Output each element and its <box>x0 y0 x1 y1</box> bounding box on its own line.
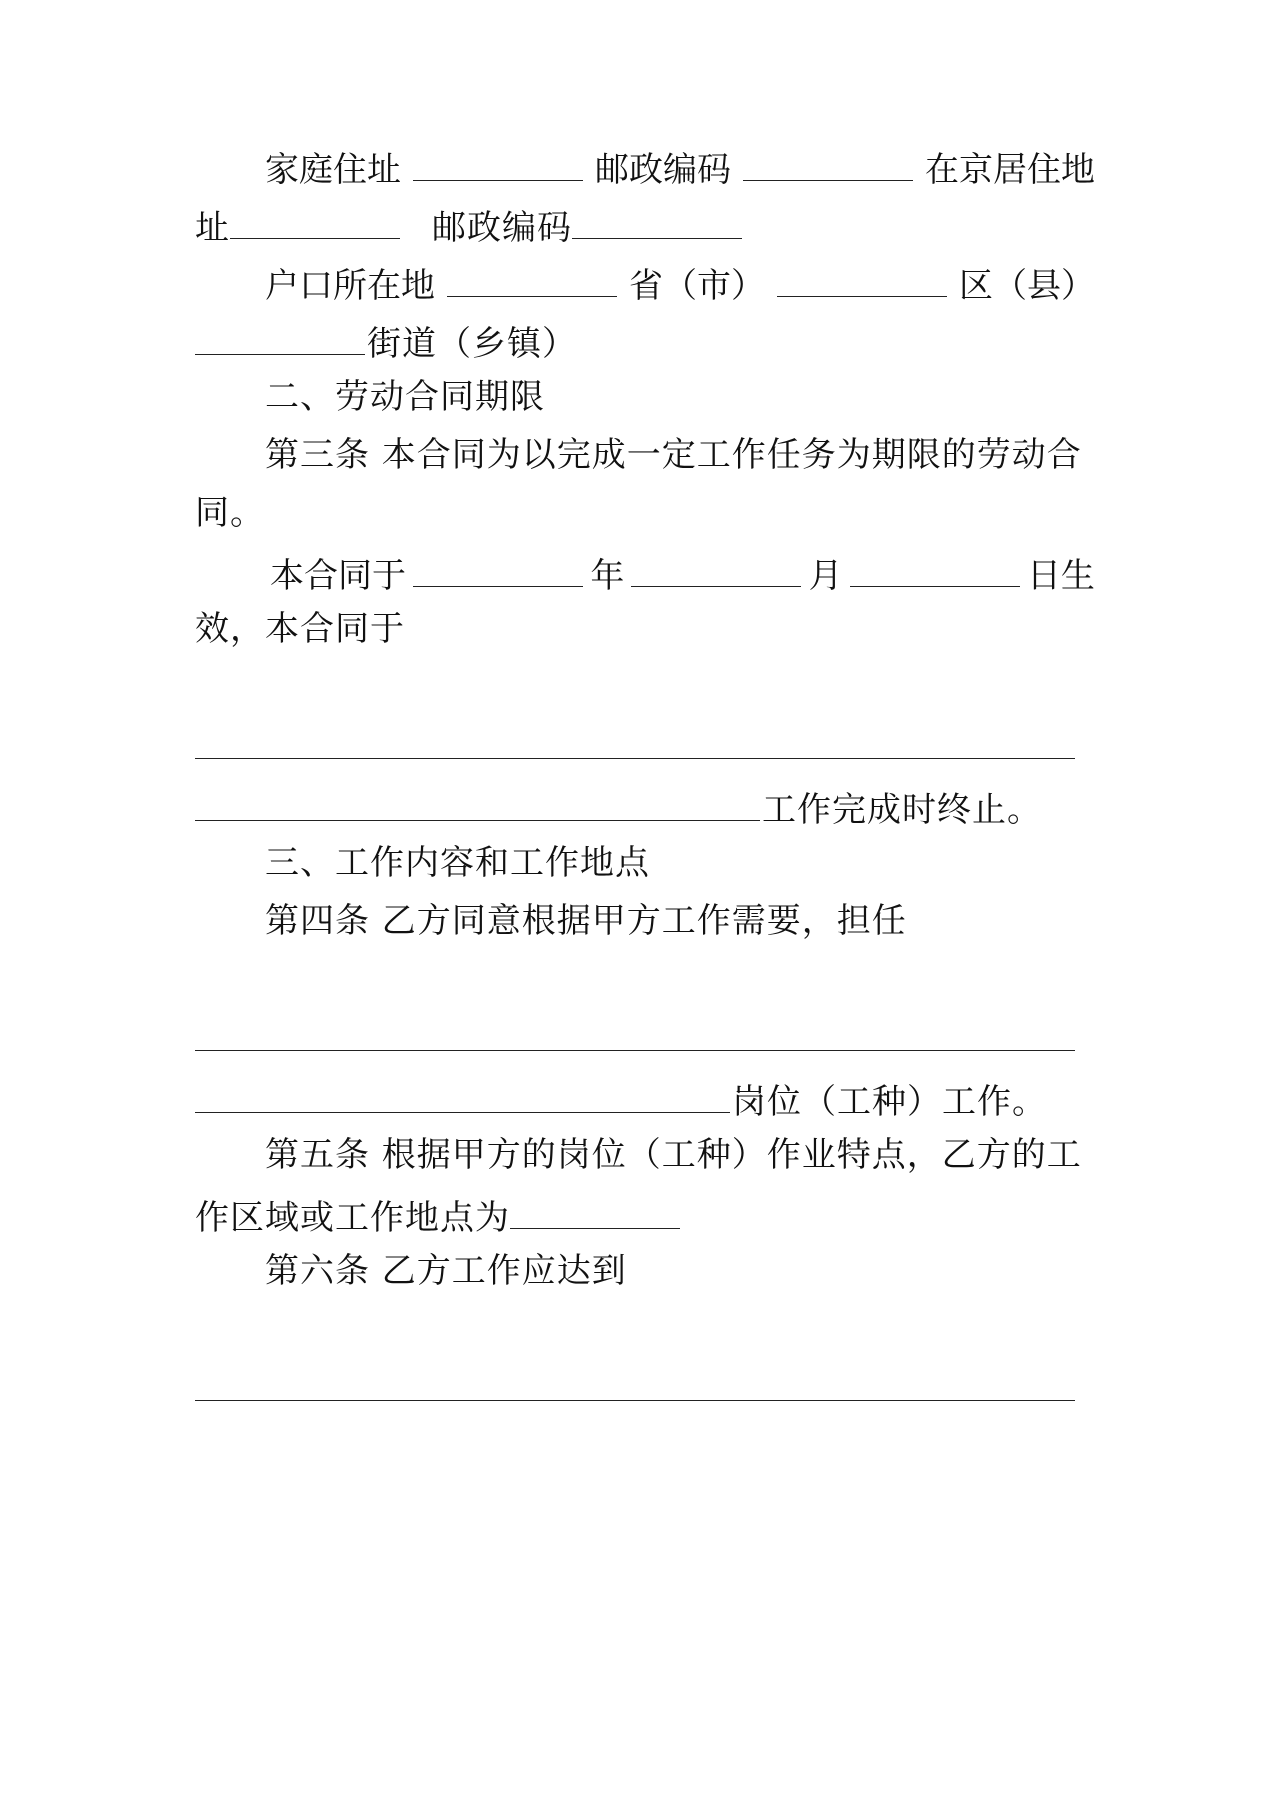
postal-code-label-2: 邮政编码 <box>432 208 572 248</box>
position-suffix: 岗位（工种）工作。 <box>732 1082 1047 1122</box>
work-location-label: 作区域或工作地点为 <box>195 1198 510 1238</box>
article-3-line-1: 第三条 本合同为以完成一定工作任务为期限的劳动合 <box>265 435 1082 475</box>
work-location-blank[interactable] <box>510 1190 680 1229</box>
home-address-blank[interactable] <box>413 142 583 181</box>
effective-prefix: 本合同于 <box>270 556 406 596</box>
hukou-line-2 <box>195 316 1095 367</box>
month-label: 月 <box>808 556 843 596</box>
position-blank-full[interactable] <box>195 1050 1075 1051</box>
hukou-line-1 <box>265 258 1095 309</box>
termination-line <box>195 782 1095 833</box>
article-6-line-1: 第六条 乙方工作应达到 <box>265 1251 627 1291</box>
postal-code-blank-2[interactable] <box>572 200 742 239</box>
beijing-address-blank[interactable] <box>230 200 400 239</box>
home-address-label: 家庭住址 <box>265 150 401 190</box>
postal-code-blank-1[interactable] <box>743 142 913 181</box>
article-5-line-2 <box>195 1190 1095 1241</box>
province-label: 省（市） <box>629 266 765 306</box>
district-blank[interactable] <box>777 258 947 297</box>
year-blank[interactable] <box>413 548 583 587</box>
day-blank[interactable] <box>850 548 1020 587</box>
termination-suffix: 工作完成时终止。 <box>762 790 1042 830</box>
termination-blank[interactable] <box>195 782 760 821</box>
day-effective-label: 日生 <box>1026 556 1095 596</box>
article-5-line-1: 第五条 根据甲方的岗位（工种）作业特点，乙方的工 <box>265 1135 1082 1175</box>
article-3-line-2: 同。 <box>195 493 265 533</box>
address-line-2 <box>195 200 1095 251</box>
effective-date-line <box>270 548 1095 599</box>
section-3-title: 三、工作内容和工作地点 <box>265 843 650 883</box>
beijing-address-label-cont: 址 <box>195 208 230 248</box>
effective-line-2: 效，本合同于 <box>195 609 405 649</box>
month-blank[interactable] <box>631 548 801 587</box>
postal-code-label-1: 邮政编码 <box>595 150 731 190</box>
position-line <box>195 1074 1095 1125</box>
work-standard-blank-full[interactable] <box>195 1400 1075 1401</box>
termination-blank-full[interactable] <box>195 758 1075 759</box>
province-blank[interactable] <box>447 258 617 297</box>
hukou-location-label: 户口所在地 <box>265 266 435 306</box>
beijing-address-label: 在京居住地 <box>925 150 1095 190</box>
section-2-title: 二、劳动合同期限 <box>265 377 545 417</box>
street-blank[interactable] <box>195 316 365 355</box>
street-label: 街道（乡镇） <box>367 324 577 364</box>
year-label: 年 <box>590 556 625 596</box>
address-line-1 <box>265 142 1095 193</box>
position-blank[interactable] <box>195 1074 730 1113</box>
article-4-line-1: 第四条 乙方同意根据甲方工作需要，担任 <box>265 901 907 941</box>
district-label: 区（县） <box>959 266 1095 306</box>
